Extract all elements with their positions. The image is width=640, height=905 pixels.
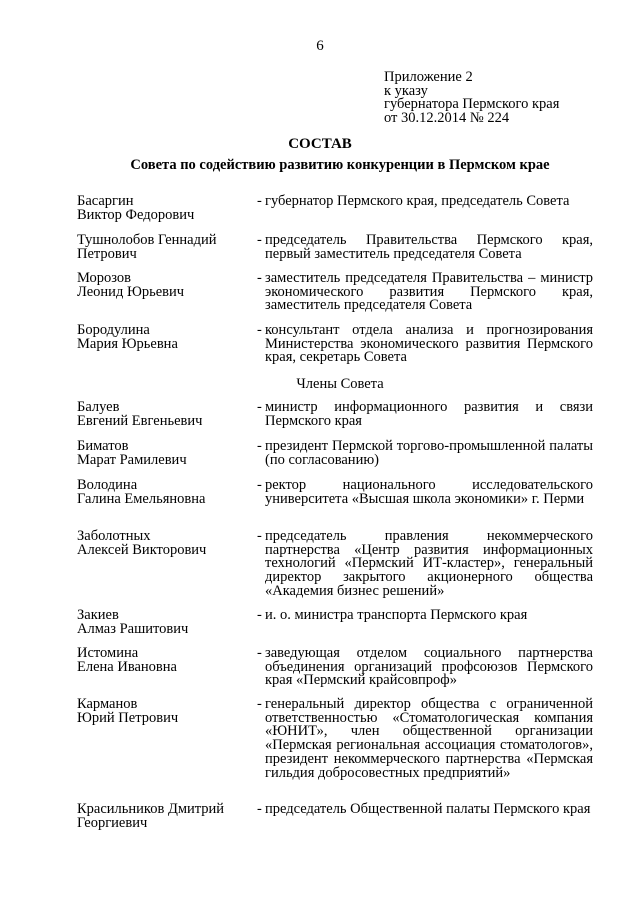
member-name bbox=[77, 440, 257, 467]
appendix-header bbox=[384, 71, 559, 125]
dash: - bbox=[257, 193, 262, 209]
member-name bbox=[77, 272, 257, 299]
given-names: Георгиевич bbox=[77, 814, 148, 831]
given-names: Леонид Юрьевич bbox=[77, 283, 185, 300]
surname: Басаргин bbox=[77, 193, 134, 209]
surname: Володина bbox=[77, 477, 138, 493]
dash: - bbox=[257, 322, 262, 338]
given-names: Алексей Викторович bbox=[77, 541, 207, 558]
member-name bbox=[77, 698, 257, 725]
surname: Бородулина bbox=[77, 322, 150, 338]
member-role: заведующая отделом социального партнерства объединения организаций профсоюзов Пермского края «Пермский крайсовпроф» bbox=[265, 645, 593, 689]
surname: Закиев bbox=[77, 607, 119, 623]
given-names: Алмаз Рашитович bbox=[77, 620, 189, 637]
dash: - bbox=[257, 645, 262, 661]
member-name bbox=[77, 530, 257, 557]
member-role: председатель Правительства Пермского края, первый заместитель председателя Совета bbox=[265, 232, 593, 262]
member-name bbox=[77, 234, 257, 261]
member-role: губернатор Пермского края, председатель Совета bbox=[265, 193, 570, 209]
appendix-line: к указу bbox=[384, 82, 428, 99]
surname: Балуев bbox=[77, 399, 120, 415]
member-role: министр информационного развития и связи Пермского края bbox=[265, 399, 593, 429]
member-role: консультант отдела анализа и прогнозирования Министерства экономического развития Пермского края, секретарь Совета bbox=[265, 322, 593, 366]
given-names: Елена Ивановна bbox=[77, 658, 177, 675]
member-role: заместитель председателя Правительства – министр экономического развития Пермского края, заместитель председателя Совета bbox=[265, 270, 593, 314]
surname: Истомина bbox=[77, 645, 139, 661]
document-subtitle: Совета по содействию развитию конкуренции в Пермском крае bbox=[130, 157, 550, 173]
member-role: и. о. министра транспорта Пермского края bbox=[265, 607, 528, 623]
dash: - bbox=[257, 696, 262, 712]
member-role: председатель Общественной палаты Пермского края bbox=[265, 801, 591, 817]
surname: Заболотных bbox=[77, 528, 151, 544]
appendix-line: Приложение 2 bbox=[384, 69, 473, 85]
surname: Морозов bbox=[77, 270, 132, 286]
given-names: Мария Юрьевна bbox=[77, 335, 178, 352]
dash: - bbox=[257, 528, 262, 544]
member-name bbox=[77, 324, 257, 351]
dash: - bbox=[257, 801, 262, 817]
dash: - bbox=[257, 270, 262, 286]
member-role: ректор национального исследовательского университета «Высшая школа экономики» г. Перми bbox=[265, 477, 593, 507]
member-name bbox=[77, 803, 257, 830]
given-names: Виктор Федорович bbox=[77, 206, 195, 223]
member-name bbox=[77, 479, 257, 506]
given-names: Юрий Петрович bbox=[77, 709, 179, 726]
member-name bbox=[77, 609, 257, 636]
member-role: генеральный директор общества с ограниченной ответственностью «Стоматологическая компания «ЮНИТ», член общественной организации «Пермская региональная ассоциация стоматологов», президент некоммерческого партнерства «Пермская гильдия добросовестных предприятий» bbox=[265, 696, 593, 781]
member-name bbox=[77, 647, 257, 674]
dash: - bbox=[257, 232, 262, 248]
surname: Карманов bbox=[77, 696, 138, 712]
given-names: Марат Рамилевич bbox=[77, 451, 187, 468]
appendix-line: от 30.12.2014 № 224 bbox=[384, 109, 510, 126]
appendix-line: губернатора Пермского края bbox=[384, 96, 560, 112]
member-name bbox=[77, 401, 257, 428]
document-title: СОСТАВ bbox=[288, 136, 352, 152]
member-role: председатель правления некоммерческого партнерства «Центр развития информационных технологий «Пермский ИТ-кластер», генеральный директор закрытого акционерного общества «Академия бизнес решений» bbox=[265, 528, 593, 599]
dash: - bbox=[257, 477, 262, 493]
page-number: 6 bbox=[316, 38, 324, 54]
given-names: Евгений Евгеньевич bbox=[77, 412, 203, 429]
given-names: Галина Емельяновна bbox=[77, 490, 206, 507]
dash: - bbox=[257, 607, 262, 623]
member-role: президент Пермской торгово-промышленной палаты (по согласованию) bbox=[265, 438, 593, 468]
dash: - bbox=[257, 438, 262, 454]
surname: Биматов bbox=[77, 438, 129, 454]
member-name bbox=[77, 195, 257, 222]
dash: - bbox=[257, 399, 262, 415]
given-names: Петрович bbox=[77, 245, 137, 262]
surname: Красильников Дмитрий bbox=[77, 801, 225, 817]
surname: Тушнолобов Геннадий bbox=[77, 232, 217, 248]
members-heading: Члены Совета bbox=[296, 376, 384, 392]
